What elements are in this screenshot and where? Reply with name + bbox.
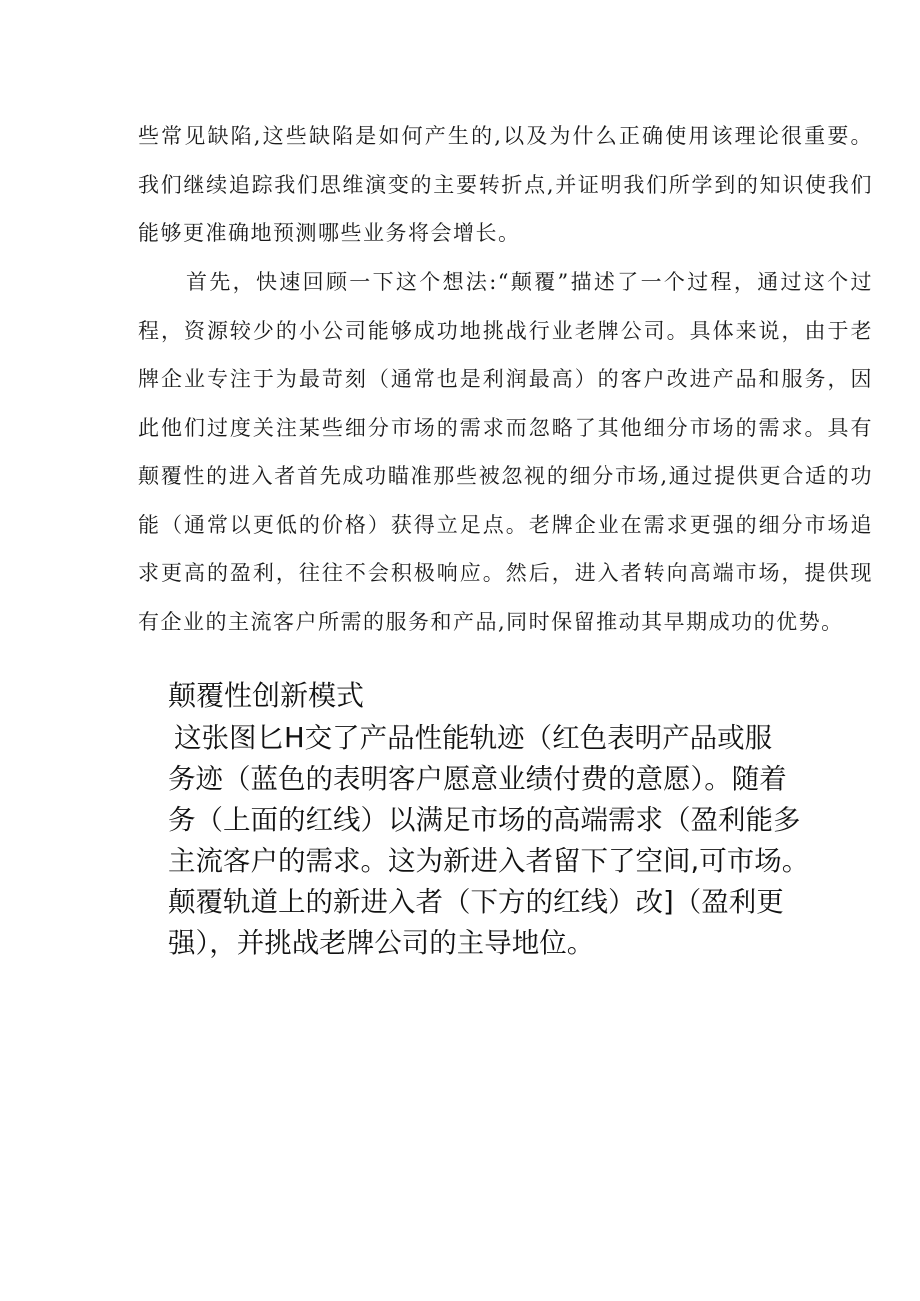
caption-line: 务（上面的红线）以满足市场的高端需求（盈利能多 <box>168 804 801 836</box>
figure-caption <box>168 718 878 964</box>
caption-line: 颠覆轨道上的新进入者（下方的红线）改]（盈利更 <box>168 886 784 918</box>
caption-line: 务迹（蓝色的表明客户愿意业绩付费的意愿）。随着 <box>168 763 787 795</box>
caption-line: 强），并挑战老牌公司的主导地位。 <box>168 927 595 959</box>
caption-line: 这张图匕H交了产品性能轨迹（红色表明产品或服 <box>174 722 773 754</box>
body-paragraph-1: 些常见缺陷,这些缺陷是如何产生的,以及为什么正确使用该理论很重要。我们继续追踪我们思维演变的主要转折点,并证明我们所学到的知识使我们能够更准确地预测哪些业务将会增长。 <box>138 124 873 245</box>
caption-line: 主流客户的需求。这为新进入者留下了空间,可市场。 <box>168 845 810 877</box>
body-paragraph-2: 首先，快速回顾一下这个想法:“颠覆”描述了一个过程，通过这个过程，资源较少的小公司能够成功地挑战行业老牌公司。具体来说，由于老牌企业专注于为最苛刻（通常也是利润最高）的客户改进产品和服务，因此他们过度关注某些细分市场的需求而忽略了其他细分市场的需求。具有颠覆性的进入者首先成功瞄准那些被忽视的细分市场,通过提供更合适的功能（通常以更低的价格）获得立足点。老牌企业在需求更强的细分市场追求更高的盈利，往往不会积极响应。然后，进入者转向高端市场，提供现有企业的主流客户所需的服务和产品,同时保留推动其早期成功的优势。 <box>138 270 873 634</box>
figure-title: 颠覆性创新模式 <box>168 679 365 712</box>
